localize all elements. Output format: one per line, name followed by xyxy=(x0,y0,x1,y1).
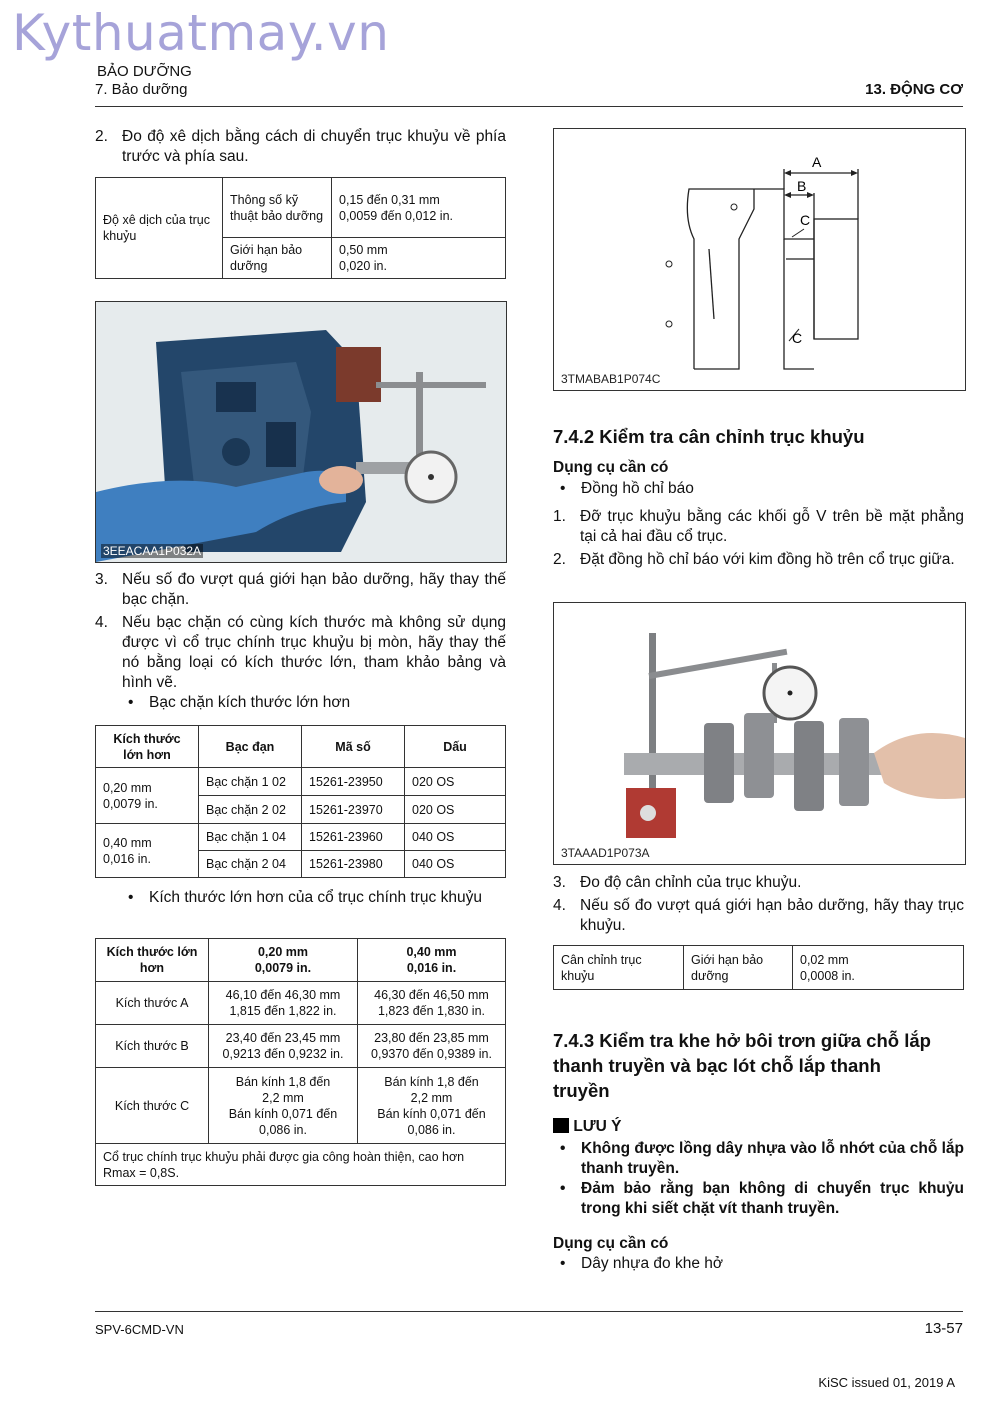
note-item-2: • Đảm bảo rằng bạn không di chuyển trục khuỷu trong khi siết chặt vít thanh truyền. xyxy=(560,1180,964,1217)
crankshaft-dimension-diagram xyxy=(553,128,966,391)
tool-plastigage: • Dây nhựa đo khe hở xyxy=(560,1255,724,1272)
tools-heading: Dụng cụ cần có xyxy=(553,459,669,476)
footer-rule xyxy=(95,1311,963,1312)
dim-label-c-top: C xyxy=(800,212,811,228)
header-subsection: 7. Bảo dưỡng xyxy=(95,81,188,98)
step-4: 4. Nếu bạc chặn có cùng kích thước mà không sử dụng được vì cổ trục chính trục khuỷu bị mòn, hãy thay thế nó bằng loại có kích thước lớn, tham khảo bảng và hình vẽ. xyxy=(95,614,506,691)
dim-label-b: B xyxy=(797,178,807,194)
align-step-1: 1. Đỡ trục khuỷu bằng các khối gỗ V trên bề mặt phẳng tại cả hai đầu cổ trục. xyxy=(553,508,964,545)
crankshaft-alignment-photo xyxy=(554,603,965,864)
align-step-2: 2. Đặt đồng hồ chỉ báo với kim đồng hồ trên cổ trục giữa. xyxy=(553,551,955,568)
photo-endplay-measurement xyxy=(95,301,507,563)
note-heading: LƯU Ý xyxy=(553,1118,621,1136)
alignment-limit-table: Cân chỉnh trục khuỷu Giới hạn bảo dưỡng 0,02 mm 0,0008 in. xyxy=(553,945,964,990)
footer-issued: KiSC issued 01, 2019 A xyxy=(818,1375,955,1390)
photo2-caption: 3TAAAD1P073A xyxy=(561,846,650,860)
step-3: 3. Nếu số đo vượt quá giới hạn bảo dưỡng, hãy thay thế bạc chặn. xyxy=(95,571,506,608)
header-rule xyxy=(95,106,963,107)
watermark: Kythuatmay.vn xyxy=(12,4,390,62)
bullet-oversize-thrust: • Bạc chặn kích thước lớn hơn xyxy=(128,694,351,711)
align-step-4: 4. Nếu số đo vượt quá giới hạn bảo dưỡng, hãy thay trục khuỷu. xyxy=(553,897,964,934)
endplay-spec-table: Độ xê dịch của trục khuỷu Thông số kỹ thuật bảo dưỡng 0,15 đến 0,31 mm 0,0059 đến 0,012 in. Giới hạn bảo dưỡng 0,50 mm 0,020 in. xyxy=(95,177,506,279)
section-7-4-2-title: 7.4.2 Kiểm tra cân chỉnh trục khuỷu xyxy=(553,426,865,447)
diagram-caption: 3TMABAB1P074C xyxy=(561,372,661,386)
note-icon xyxy=(553,1118,569,1133)
crankshaft-diagram-svg xyxy=(554,129,965,390)
align-step-3: 3. Đo độ cân chỉnh của trục khuỷu. xyxy=(553,874,802,891)
header-chapter: 13. ĐỘNG CƠ xyxy=(865,81,963,98)
tools-heading-2: Dụng cụ cần có xyxy=(553,1235,669,1252)
photo1-caption: 3EEACAA1P032A xyxy=(103,544,202,558)
photo-alignment-check xyxy=(553,602,966,865)
note-item-1: • Không được lồng dây nhựa vào lỗ nhớt của chỗ lắp thanh truyền. xyxy=(560,1140,964,1177)
header-section: BẢO DƯỠNG xyxy=(97,63,192,80)
thrust-bearing-table: Kích thước lớn hơn Bạc đạn Mã số Dấu 0,20 mm 0,0079 in. Bạc chặn 1 02 15261-23950 020 OS Bạc chặn 2 02 15261-23970 020 OS 0,40 mm 0,016 in. Bạc chặn 1 04 15261-23960 040 OS Bạc chặn 2 04 15261-23980 040 OS xyxy=(95,725,506,878)
bullet-oversize-journal: • Kích thước lớn hơn của cổ trục chính trục khuỷu xyxy=(128,889,482,906)
dim-label-a: A xyxy=(812,154,822,170)
dim-label-c-bottom: C xyxy=(792,330,803,346)
engine-block-photo xyxy=(96,302,506,562)
tool-dial-indicator: • Đồng hồ chỉ báo xyxy=(560,480,694,497)
footer-page-number: 13-57 xyxy=(924,1320,963,1337)
footer-doc-code: SPV-6CMD-VN xyxy=(95,1322,184,1337)
section-7-4-3-title: 7.4.3 Kiểm tra khe hở bôi trơn giữa chỗ lắp thanh truyền và bạc lót chỗ lắp thanh truyền xyxy=(553,1030,931,1101)
step-2: 2. Đo độ xê dịch bằng cách di chuyển trục khuỷu về phía trước và phía sau. xyxy=(95,128,506,165)
journal-oversize-table: Kích thước lớn hơn 0,20 mm 0,0079 in. 0,40 mm 0,016 in. Kích thước A 46,10 đến 46,30 mm 1,815 đến 1,822 in. 46,30 đến 46,50 mm 1,823 đến 1,830 in. Kích thước B 23,40 đến 23,45 mm 0,9213 đến 0,9232 in. 23,80 đến 23,85 mm 0,9370 đến 0,9389 in. Kích thước C Bán kính 1,8 đến 2,2 mm Bán kính 0,071 đến 0,086 in. Bán kính 1,8 đến 2,2 mm Bán kính 0,071 đến 0,086 in. Cổ trục chính trục khuỷu phải được gia công hoàn thiện, cao hơn Rmax = 0,8S. xyxy=(95,938,506,1186)
